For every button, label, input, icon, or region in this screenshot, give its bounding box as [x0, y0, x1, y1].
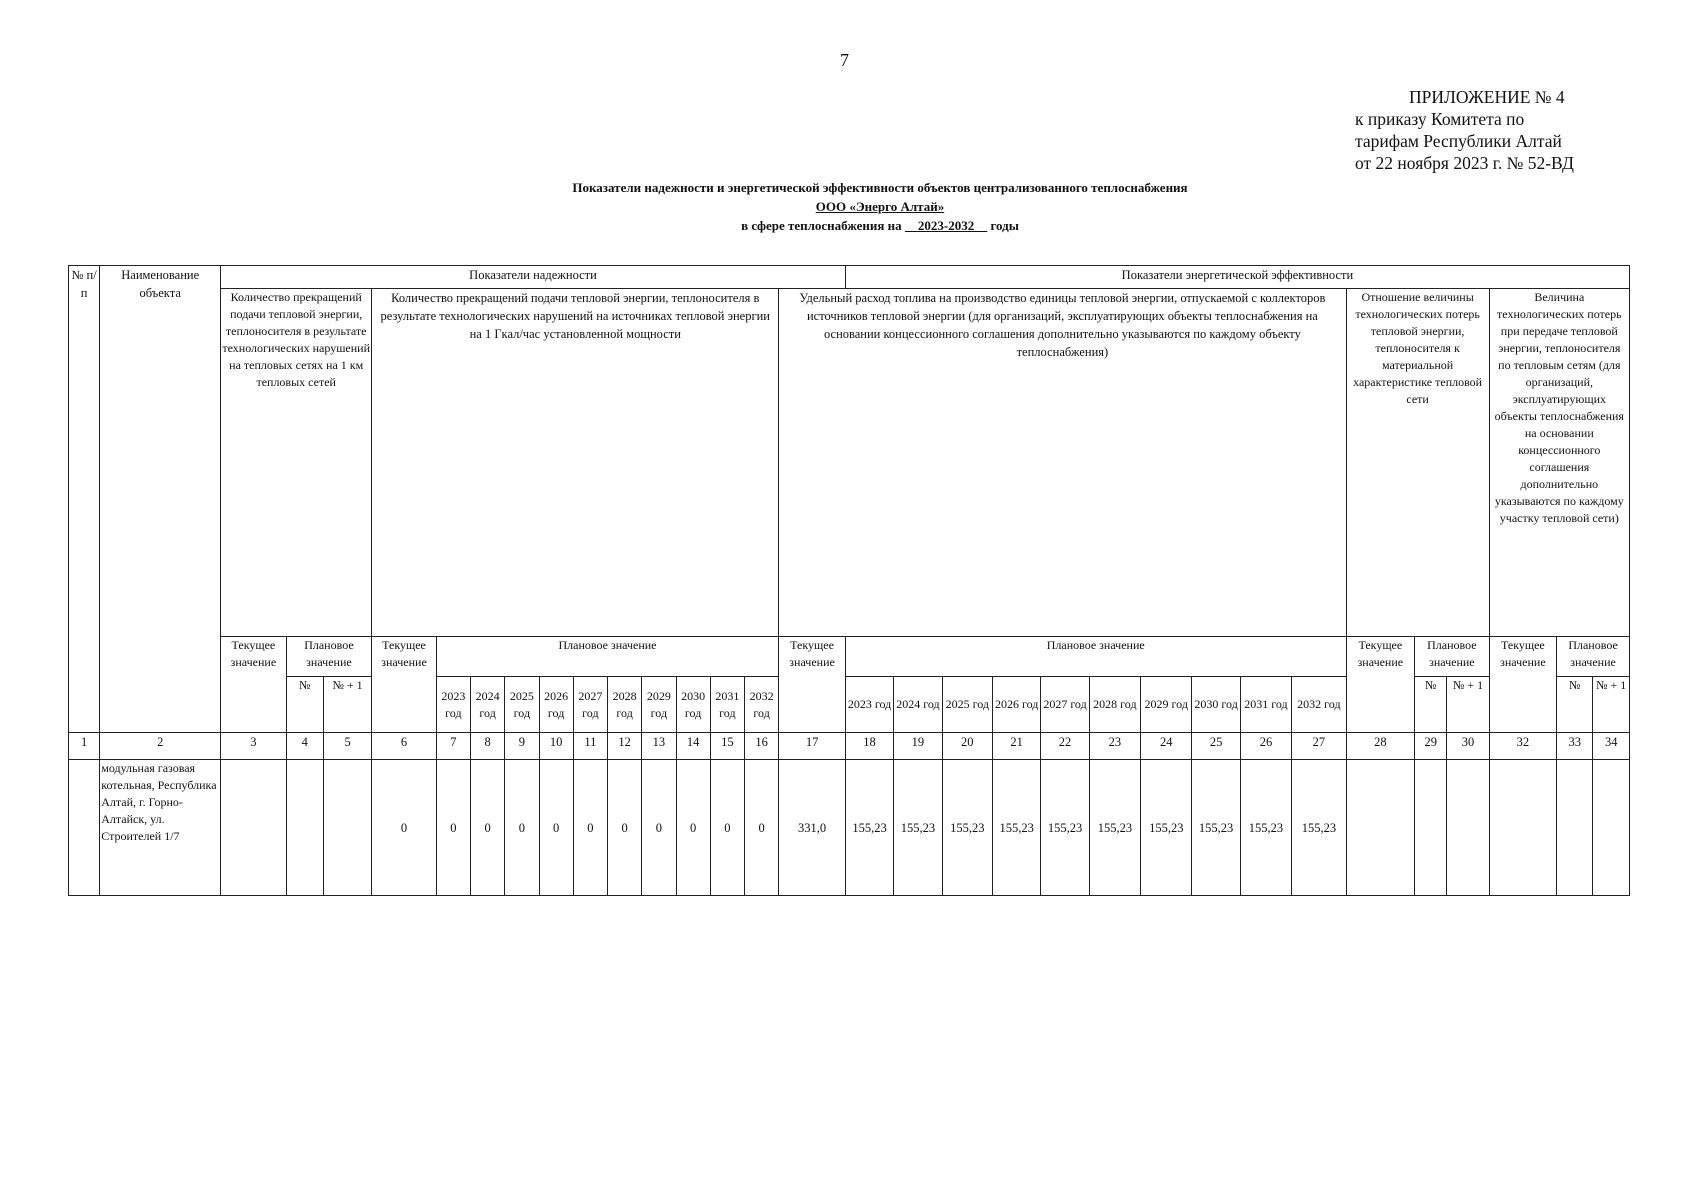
eff1-plan-2028: 155,23	[1089, 760, 1140, 896]
col-number: 33	[1557, 733, 1593, 760]
eff1-year-2028: 2028 год	[1089, 677, 1140, 733]
col-number: 15	[710, 733, 744, 760]
rel1-current-header: Текущее значение	[221, 637, 286, 733]
period-prefix: в сфере теплоснабжения на	[741, 218, 902, 233]
col-number: 9	[505, 733, 539, 760]
eff1-plan-2023: 155,23	[845, 760, 893, 896]
header-reliability: Показатели надежности	[221, 266, 846, 289]
appendix-line-1: к приказу Комитета по	[1355, 109, 1525, 129]
rel2-year-2029: 2029 год	[642, 677, 676, 733]
eff1-plan-2031: 155,23	[1240, 760, 1291, 896]
organization-name: ООО «Энерго Алтай»	[815, 199, 945, 214]
header-object-name: Наименование объекта	[100, 266, 221, 733]
rel1-n1-header: № + 1	[323, 677, 371, 733]
eff1-current-header: Текущее значение	[779, 637, 846, 733]
appendix-line-2: тарифам Республики Алтай	[1355, 131, 1562, 151]
rel2-plan-2031: 0	[710, 760, 744, 896]
eff1-planned-header: Плановое значение	[845, 637, 1346, 677]
col-number: 8	[471, 733, 505, 760]
col-number: 1	[69, 733, 100, 760]
appendix-line-3: от 22 ноября 2023 г. № 52-ВД	[1355, 153, 1574, 173]
rel2-plan-2025: 0	[505, 760, 539, 896]
eff1-year-2025: 2025 год	[942, 677, 992, 733]
rel2-year-2028: 2028 год	[608, 677, 642, 733]
header-fuel-consumption: Удельный расход топлива на производство единицы тепловой энергии, отпускаемой с коллекторов источников тепловой энергии (для организаций, эксплуатирующих объекты теплоснабжения на основании концессионного соглашения дополнительно указываются по каждому объекту теплоснабжения)	[779, 289, 1346, 637]
eff2-n-value	[1415, 760, 1447, 896]
col-number: 32	[1489, 733, 1557, 760]
eff1-plan-2032: 155,23	[1292, 760, 1346, 896]
rel1-current-value	[221, 760, 286, 896]
rel2-current-header: Текущее значение	[372, 637, 436, 733]
col-number: 19	[894, 733, 942, 760]
page-number: 7	[840, 50, 849, 70]
header-efficiency: Показатели энергетической эффективности	[845, 266, 1629, 289]
rel2-plan-2023: 0	[436, 760, 470, 896]
eff1-plan-2027: 155,23	[1041, 760, 1089, 896]
rel1-n-value	[286, 760, 323, 896]
eff3-current-header: Текущее значение	[1489, 637, 1557, 733]
title-line-1: Показатели надежности и энергетической эффективности объектов централизованного теплоснабжения	[572, 180, 1188, 195]
col-number: 17	[779, 733, 846, 760]
col-number: 34	[1593, 733, 1630, 760]
eff1-plan-2025: 155,23	[942, 760, 992, 896]
rel2-year-2030: 2030 год	[676, 677, 710, 733]
row-no	[69, 760, 100, 896]
eff1-year-2024: 2024 год	[894, 677, 942, 733]
col-number: 26	[1240, 733, 1291, 760]
eff1-year-2023: 2023 год	[845, 677, 893, 733]
col-number: 6	[372, 733, 436, 760]
rel2-plan-2026: 0	[539, 760, 573, 896]
rel1-planned-header: Плановое значение	[286, 637, 372, 677]
col-number: 20	[942, 733, 992, 760]
eff1-year-2032: 2032 год	[1292, 677, 1346, 733]
eff3-n-value	[1557, 760, 1593, 896]
eff1-plan-2030: 155,23	[1192, 760, 1240, 896]
rel2-plan-2024: 0	[471, 760, 505, 896]
rel2-year-2024: 2024 год	[471, 677, 505, 733]
appendix-title: ПРИЛОЖЕНИЕ № 4	[1409, 87, 1565, 107]
eff3-n1-header: № + 1	[1593, 677, 1630, 733]
eff1-plan-2024: 155,23	[894, 760, 942, 896]
eff1-current-value: 331,0	[779, 760, 846, 896]
col-number: 28	[1346, 733, 1415, 760]
col-number: 14	[676, 733, 710, 760]
rel2-plan-2028: 0	[608, 760, 642, 896]
rel2-current-value: 0	[372, 760, 436, 896]
rel2-year-2027: 2027 год	[573, 677, 607, 733]
eff2-current-header: Текущее значение	[1346, 637, 1415, 733]
col-number: 23	[1089, 733, 1140, 760]
header-loss-value: Величина технологических потерь при передаче тепловой энергии, теплоносителя по тепловым сетям (для организаций, эксплуатирующих объекты теплоснабжения на основании концессионного соглашения дополнительно указываются по каждому участку тепловой сети)	[1489, 289, 1629, 637]
document-title	[380, 178, 1380, 235]
eff2-n1-header: № + 1	[1447, 677, 1489, 733]
rel2-year-2026: 2026 год	[539, 677, 573, 733]
eff1-year-2031: 2031 год	[1240, 677, 1291, 733]
header-reliability-networks: Количество прекращений подачи тепловой энергии, теплоносителя в результате технологических нарушений на тепловых сетях на 1 км тепловых сетей	[221, 289, 372, 637]
eff2-n1-value	[1447, 760, 1489, 896]
rel2-year-2032: 2032 год	[745, 677, 779, 733]
col-number: 30	[1447, 733, 1489, 760]
col-number: 29	[1415, 733, 1447, 760]
rel2-planned-header: Плановое значение	[436, 637, 779, 677]
col-number: 24	[1141, 733, 1192, 760]
eff1-plan-2026: 155,23	[992, 760, 1040, 896]
eff1-year-2030: 2030 год	[1192, 677, 1240, 733]
eff1-plan-2029: 155,23	[1141, 760, 1192, 896]
title-line-3	[380, 216, 1380, 235]
col-number: 2	[100, 733, 221, 760]
header-loss-ratio: Отношение величины технологических потерь тепловой энергии, теплоносителя к материальной характеристике тепловой сети	[1346, 289, 1489, 637]
eff1-year-2029: 2029 год	[1141, 677, 1192, 733]
col-number: 22	[1041, 733, 1089, 760]
eff3-n-header: №	[1557, 677, 1593, 733]
col-number: 18	[845, 733, 893, 760]
indicators-table	[68, 265, 1630, 896]
eff3-current-value	[1489, 760, 1557, 896]
col-number: 3	[221, 733, 286, 760]
column-number-row	[69, 733, 1630, 760]
col-number: 5	[323, 733, 371, 760]
rel2-plan-2029: 0	[642, 760, 676, 896]
rel2-year-2025: 2025 год	[505, 677, 539, 733]
col-number: 16	[745, 733, 779, 760]
rel2-year-2023: 2023 год	[436, 677, 470, 733]
period-suffix: годы	[990, 218, 1019, 233]
rel2-plan-2030: 0	[676, 760, 710, 896]
col-number: 21	[992, 733, 1040, 760]
eff1-year-2026: 2026 год	[992, 677, 1040, 733]
data-row	[69, 760, 1630, 896]
rel2-plan-2027: 0	[573, 760, 607, 896]
period-value	[905, 218, 987, 233]
header-reliability-sources: Количество прекращений подачи тепловой энергии, теплоносителя в результате технологических нарушений на источниках тепловой энергии на 1 Гкал/час установленной мощности	[372, 289, 779, 637]
eff2-current-value	[1346, 760, 1415, 896]
eff1-year-2027: 2027 год	[1041, 677, 1089, 733]
col-number: 12	[608, 733, 642, 760]
col-number: 7	[436, 733, 470, 760]
appendix-block	[1355, 86, 1574, 174]
rel1-n1-value	[323, 760, 371, 896]
eff3-n1-value	[1593, 760, 1630, 896]
col-number: 13	[642, 733, 676, 760]
eff2-planned-header: Плановое значение	[1415, 637, 1490, 677]
row-object-name: модульная газовая котельная, Республика Алтай, г. Горно-Алтайск, ул. Строителей 1/7	[100, 760, 221, 896]
period-text: 2023-2032	[917, 218, 975, 233]
col-number: 27	[1292, 733, 1346, 760]
eff2-n-header: №	[1415, 677, 1447, 733]
rel2-plan-2032: 0	[745, 760, 779, 896]
rel2-year-2031: 2031 год	[710, 677, 744, 733]
eff3-planned-header: Плановое значение	[1557, 637, 1630, 677]
col-number: 4	[286, 733, 323, 760]
col-number: 10	[539, 733, 573, 760]
header-no: № п/п	[69, 266, 100, 733]
col-number: 25	[1192, 733, 1240, 760]
rel1-n-header: №	[286, 677, 323, 733]
col-number: 11	[573, 733, 607, 760]
